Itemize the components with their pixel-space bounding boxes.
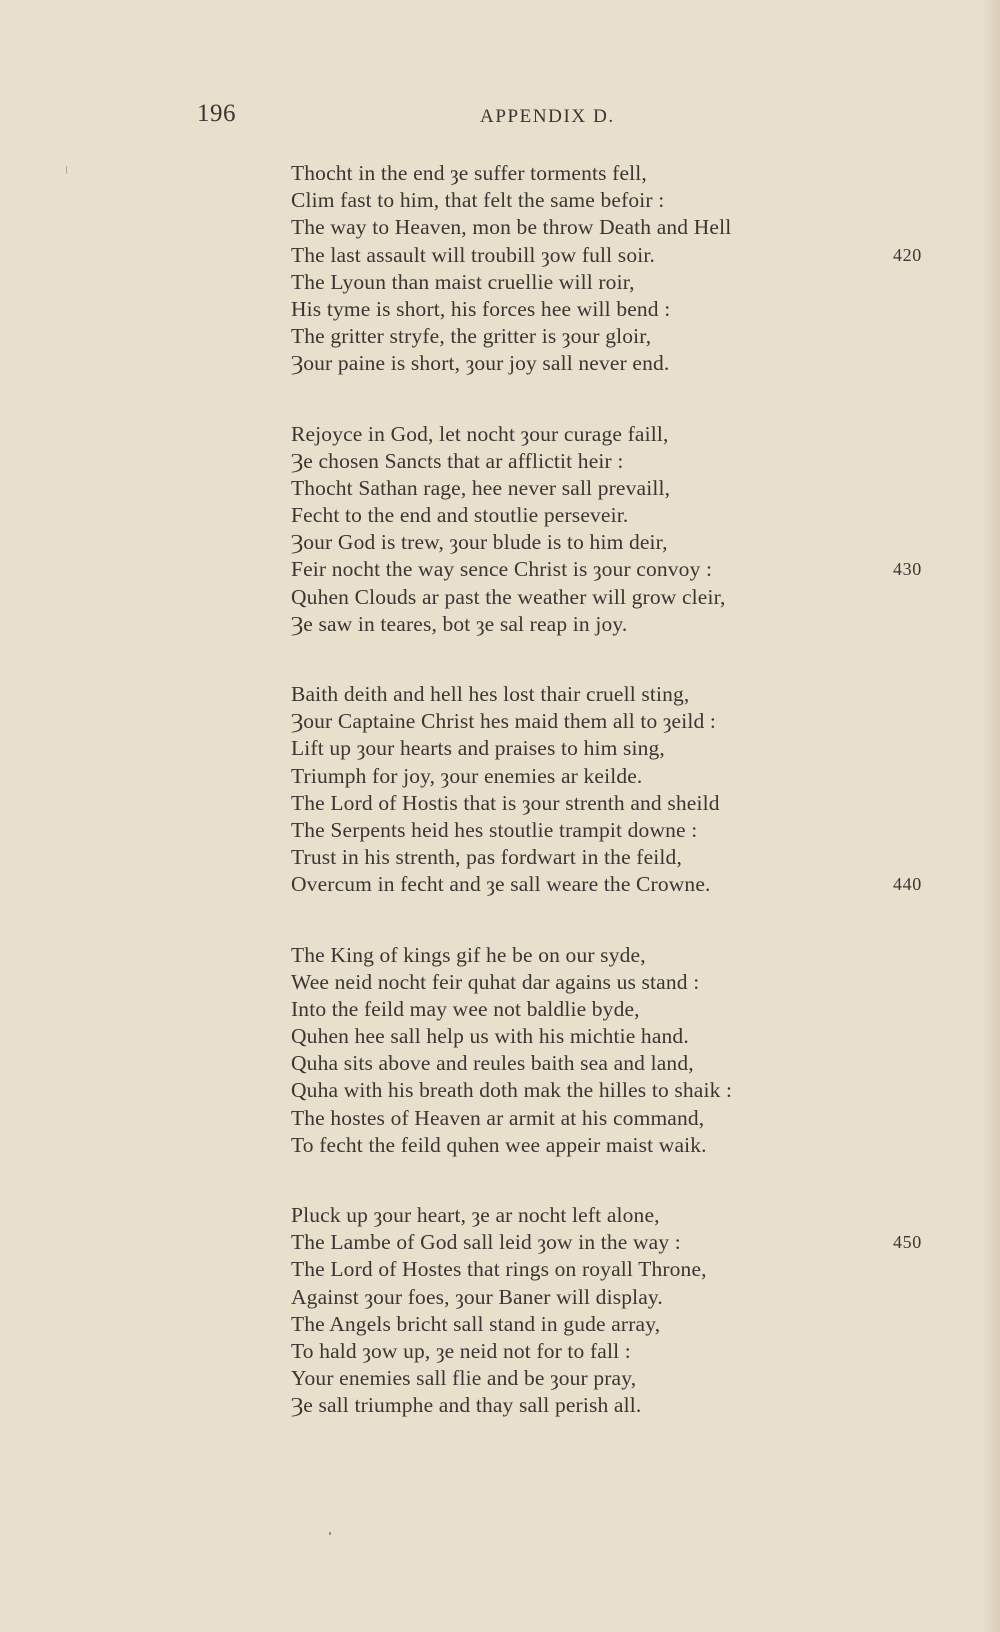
- verse-line: [291, 1365, 941, 1392]
- verse-text: The gritter stryfe, the gritter is ȝour gloir,: [291, 324, 652, 349]
- verse-text: Ȝour God is trew, ȝour blude is to him deir,: [291, 530, 668, 555]
- verse-text: Ȝour Captaine Christ hes maid them all to ȝeild :: [291, 709, 717, 734]
- verse-line: [291, 817, 941, 844]
- verse-text: The hostes of Heaven ar armit at his command,: [291, 1105, 705, 1130]
- verse-line: [291, 187, 941, 214]
- verse-line: [291, 584, 941, 611]
- verse-line: [291, 1256, 941, 1283]
- verse-text: Pluck up ȝour heart, ȝe ar nocht left alone,: [291, 1203, 660, 1227]
- verse-line: [291, 763, 941, 790]
- verse-text: Clim fast to him, that felt the same befoir :: [291, 188, 665, 213]
- verse-line: [291, 296, 941, 323]
- verse-text: Feir nocht the way sence Christ is ȝour convoy :: [291, 557, 713, 582]
- verse-text: Ȝe saw in teares, bot ȝe sal reap in joy.: [291, 611, 628, 636]
- verse-line: [291, 421, 941, 448]
- page-edge-shadow: [982, 0, 1000, 1632]
- verse-line: [291, 1202, 941, 1229]
- verse-text: His tyme is short, his forces hee will bend :: [291, 296, 671, 321]
- verse-text: Into the feild may wee not baldlie byde,: [291, 996, 640, 1021]
- stanza-gap: [291, 899, 941, 942]
- verse-text: Quha with his breath doth mak the hilles to shaik :: [291, 1078, 733, 1103]
- verse-line: [291, 708, 941, 735]
- verse-text: Trust in his strenth, pas fordwart in the feild,: [291, 845, 682, 870]
- verse-line: [291, 475, 941, 502]
- verse-text: Fecht to the end and stoutlie perseveir.: [291, 503, 629, 528]
- verse-line: [291, 942, 941, 969]
- stanza-4: [291, 942, 941, 1160]
- verse-text: Baith deith and hell hes lost thair cruell sting,: [291, 682, 690, 706]
- line-number: 440: [893, 874, 922, 895]
- verse-line: [291, 969, 941, 996]
- verse-text: Against ȝour foes, ȝour Baner will display.: [291, 1284, 663, 1309]
- verse-text: Quha sits above and reules baith sea and land,: [291, 1051, 694, 1076]
- section-title: APPENDIX D.: [480, 106, 615, 127]
- verse-text: To hald ȝow up, ȝe neid not for to fall :: [291, 1338, 631, 1363]
- verse-text: Ȝour paine is short, ȝour joy sall never end.: [291, 351, 670, 376]
- verse-line: [291, 1132, 941, 1159]
- running-head: [0, 100, 1000, 140]
- verse-text: Quhen hee sall help us with his michtie hand.: [291, 1024, 689, 1049]
- stanza-3: [291, 681, 941, 899]
- verse-line: [291, 1229, 941, 1256]
- verse-line: [291, 1284, 941, 1311]
- poem-body: [291, 160, 941, 1420]
- stanza-gap: [291, 1159, 941, 1202]
- verse-line: [291, 996, 941, 1023]
- verse-text: Overcum in fecht and ȝe sall weare the Crowne.: [291, 872, 711, 897]
- line-number: 430: [893, 559, 922, 580]
- verse-line: [291, 611, 941, 638]
- verse-text: Ȝe sall triumphe and thay sall perish all.: [291, 1393, 642, 1418]
- stanza-1: [291, 160, 941, 378]
- verse-line: [291, 502, 941, 529]
- stanza-gap: [291, 638, 941, 681]
- verse-line: [291, 871, 941, 898]
- verse-text: The Angels bricht sall stand in gude array,: [291, 1311, 661, 1336]
- verse-line: [291, 1105, 941, 1132]
- verse-text: The Lord of Hostes that rings on royall Throne,: [291, 1257, 707, 1282]
- verse-line: [291, 790, 941, 817]
- verse-text: Triumph for joy, ȝour enemies ar keilde.: [291, 763, 643, 788]
- verse-text: The Lyoun than maist cruellie will roir,: [291, 269, 635, 294]
- verse-line: [291, 269, 941, 296]
- verse-text: The last assault will troubill ȝow full soir.: [291, 242, 655, 267]
- verse-text: To fecht the feild quhen wee appeir maist waik.: [291, 1132, 707, 1157]
- page-number: 196: [197, 100, 236, 127]
- verse-text: Your enemies sall flie and be ȝour pray,: [291, 1366, 637, 1391]
- line-number: 450: [893, 1232, 922, 1253]
- verse-line: [291, 160, 941, 187]
- line-number: 420: [893, 244, 922, 265]
- verse-text: The Lambe of God sall leid ȝow in the way :: [291, 1230, 681, 1255]
- verse-line: [291, 1023, 941, 1050]
- paper-speck: [66, 166, 67, 174]
- verse-line: [291, 735, 941, 762]
- verse-line: [291, 529, 941, 556]
- verse-text: Quhen Clouds ar past the weather will grow cleir,: [291, 584, 726, 609]
- verse-text: The Lord of Hostis that is ȝour strenth and sheild: [291, 790, 720, 815]
- verse-line: [291, 448, 941, 475]
- verse-line: [291, 1050, 941, 1077]
- verse-line: [291, 242, 941, 269]
- verse-text: Thocht in the end ȝe suffer torments fell,: [291, 161, 647, 185]
- verse-line: [291, 1392, 941, 1419]
- verse-line: [291, 1338, 941, 1365]
- verse-line: [291, 350, 941, 377]
- verse-line: [291, 214, 941, 241]
- verse-text: The way to Heaven, mon be throw Death and Hell: [291, 215, 732, 240]
- verse-text: Thocht Sathan rage, hee never sall prevaill,: [291, 475, 671, 500]
- stanza-2: [291, 421, 941, 639]
- verse-line: [291, 844, 941, 871]
- verse-line: [291, 556, 941, 583]
- stanza-5: [291, 1202, 941, 1420]
- verse-line: [291, 1311, 941, 1338]
- paper-speck: [329, 1532, 331, 1535]
- stanza-gap: [291, 378, 941, 421]
- verse-text: Ȝe chosen Sancts that ar afflictit heir :: [291, 448, 624, 473]
- verse-line: [291, 323, 941, 350]
- verse-text: The King of kings gif he be on our syde,: [291, 942, 646, 967]
- verse-text: The Serpents heid hes stoutlie trampit downe :: [291, 817, 698, 842]
- verse-text: Wee neid nocht feir quhat dar agains us stand :: [291, 969, 700, 994]
- verse-text: Lift up ȝour hearts and praises to him sing,: [291, 736, 665, 761]
- verse-line: [291, 681, 941, 708]
- verse-text: Rejoyce in God, let nocht ȝour curage faill,: [291, 421, 669, 446]
- verse-line: [291, 1077, 941, 1104]
